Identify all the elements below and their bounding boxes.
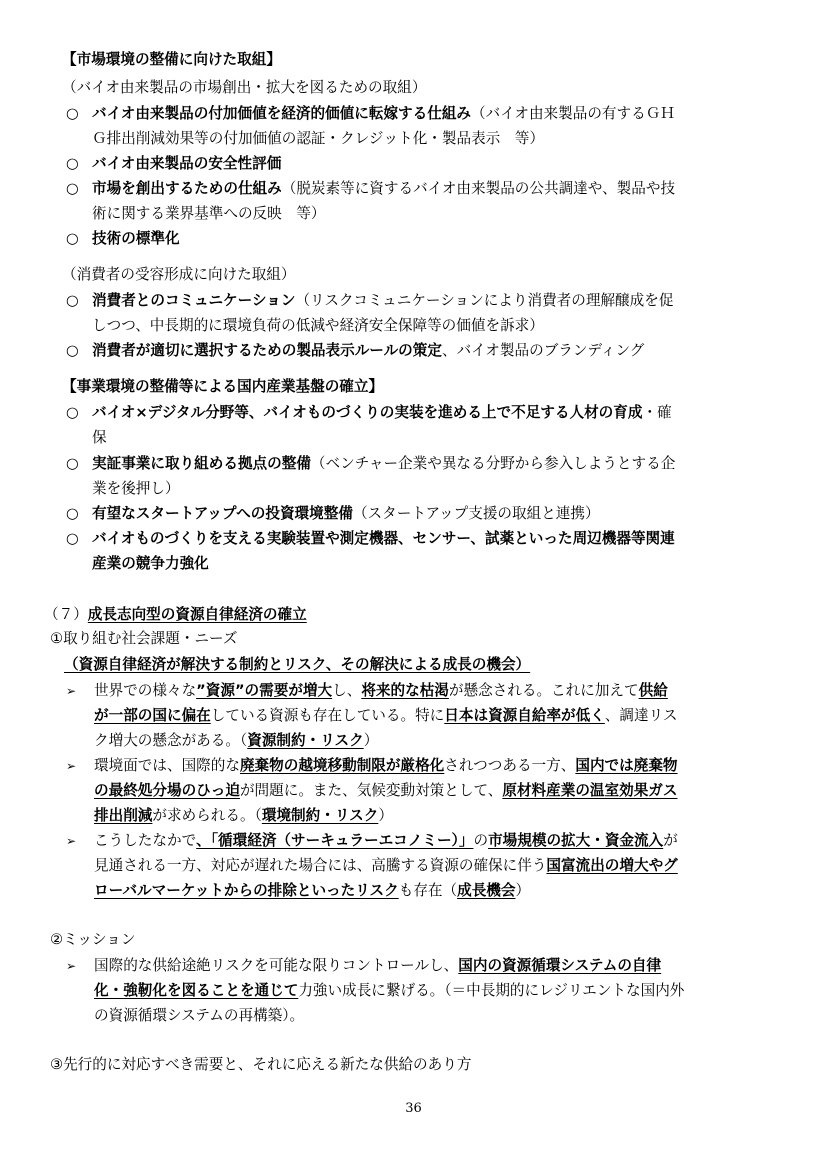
list-item: ○ バイオ由来製品の安全性評価 <box>66 151 281 176</box>
list-item-continuation: 保 <box>92 429 107 446</box>
circle-bullet-icon: ○ <box>66 230 79 247</box>
list-item: ○ バイオものづくりを支える実験装置や測定機器、センサー、試薬といった周辺機器等関連 <box>66 526 675 551</box>
arrow-list-continuation: 排出削減が求められる。（環境制約・リスク） <box>94 807 393 824</box>
arrow-list-item: ➢ こうしたなかで、「循環経済（サーキュラーエコノミー）」の市場規模の拡大・資金流入が <box>66 828 678 854</box>
circle-bullet-icon: ○ <box>66 105 79 122</box>
list-item: ○ 実証事業に取り組める拠点の整備（ベンチャー企業や異なる分野から参入しようとする企 <box>66 451 675 476</box>
subsection-needs: ①取り組む社会課題・ニーズ <box>50 630 238 647</box>
arrow-bullet-icon: ➢ <box>66 834 77 848</box>
section-heading-business: 【事業環境の整備等による国内産業基盤の確立】 <box>62 378 384 395</box>
list-item-continuation: 産業の競争力強化 <box>92 555 209 572</box>
circle-bullet-icon: ○ <box>66 505 79 522</box>
list-item: ○ 消費者とのコミュニケーション（リスクコミュニケーションにより消費者の理解醸成を促 <box>66 288 673 313</box>
circle-bullet-icon: ○ <box>66 180 79 197</box>
arrow-list-item: ➢ 環境面では、国際的な廃棄物の越境移動制限が厳格化されつつある一方、国内では廃棄物 <box>66 753 678 779</box>
arrow-bullet-icon: ➢ <box>66 684 77 698</box>
list-item: ○ 技術の標準化 <box>66 226 180 251</box>
arrow-list-continuation: 見通される一方、対応が遅れた場合には、高騰する資源の確保に伴う国富流出の増大やグ <box>94 857 678 874</box>
section-title: （７）成長志向型の資源自律経済の確立 <box>44 606 307 623</box>
arrow-list-item: ➢ 国際的な供給途絶リスクを可能な限りコントロールし、国内の資源循環システムの自律 <box>66 953 661 979</box>
list-item-continuation: しつつ、中長期的に環境負荷の低減や経済安全保障等の価値を訴求） <box>92 317 544 334</box>
list-item: ○ バイオ由来製品の付加価値を経済的価値に転嫁する仕組み（バイオ由来製品の有するＧＨ <box>66 101 675 126</box>
list-item-continuation: 術に関する業界基準への反映 等） <box>92 205 326 222</box>
list-item: ○ バイオ×デジタル分野等、バイオものづくりの実装を進める上で不足する人材の育成・確 <box>66 400 672 425</box>
list-item-continuation: Ｇ排出削減効果等の付加価値の認証・クレジット化・製品表示 等） <box>92 130 545 147</box>
circle-bullet-icon: ○ <box>66 455 79 472</box>
subsection-demand: ③先行的に対応すべき需要と、それに応える新たな供給のあり方 <box>50 1056 472 1073</box>
list-item: ○ 有望なスタートアップへの投資環境整備（スタートアップ支援の取組と連携） <box>66 501 600 526</box>
arrow-list-continuation: 化・強靭化を図ることを通じて力強い成長に繋げる。（＝中長期的にレジリエントな国内外 <box>94 982 685 999</box>
subheading-consumer: （消費者の受容形成に向けた取組） <box>62 266 296 283</box>
subsection-needs-heading: （資源自律経済が解決する制約とリスク、その解決による成長の機会） <box>64 656 531 673</box>
subheading-market-creation: （バイオ由来製品の市場創出・拡大を図るための取組） <box>62 79 427 96</box>
arrow-list-continuation: ローバルマーケットからの排除といったリスクも存在（成長機会） <box>94 882 531 899</box>
arrow-list-continuation: の最終処分場のひっ迫が問題に。また、気候変動対策として、原材料産業の温室効果ガス <box>94 782 678 799</box>
arrow-bullet-icon: ➢ <box>66 959 77 973</box>
arrow-list-continuation: の資源循環システムの再構築）。 <box>94 1007 305 1024</box>
arrow-list-item: ➢ 世界での様々な”資源”の需要が増大し、将来的な枯渇が懸念される。これに加えて供給 <box>66 678 668 704</box>
subsection-mission: ②ミッション <box>50 931 136 948</box>
list-item: ○ 市場を創出するための仕組み（脱炭素等に資するバイオ由来製品の公共調達や、製品や技 <box>66 176 675 201</box>
arrow-bullet-icon: ➢ <box>66 759 77 773</box>
list-item-continuation: 業を後押し） <box>92 480 180 497</box>
circle-bullet-icon: ○ <box>66 342 79 359</box>
circle-bullet-icon: ○ <box>66 292 79 309</box>
page-number: 36 <box>405 1101 422 1116</box>
circle-bullet-icon: ○ <box>66 155 79 172</box>
circle-bullet-icon: ○ <box>66 404 79 421</box>
section-heading-market: 【市場環境の整備に向けた取組】 <box>62 51 281 68</box>
arrow-list-continuation: が一部の国に偏在している資源も存在している。特に日本は資源自給率が低く、調達リス <box>94 707 678 724</box>
arrow-list-continuation: ク増大の懸念がある。（資源制約・リスク） <box>94 732 379 749</box>
circle-bullet-icon: ○ <box>66 530 79 547</box>
list-item: ○ 消費者が適切に選択するための製品表示ルールの策定、バイオ製品のブランディング <box>66 338 644 363</box>
